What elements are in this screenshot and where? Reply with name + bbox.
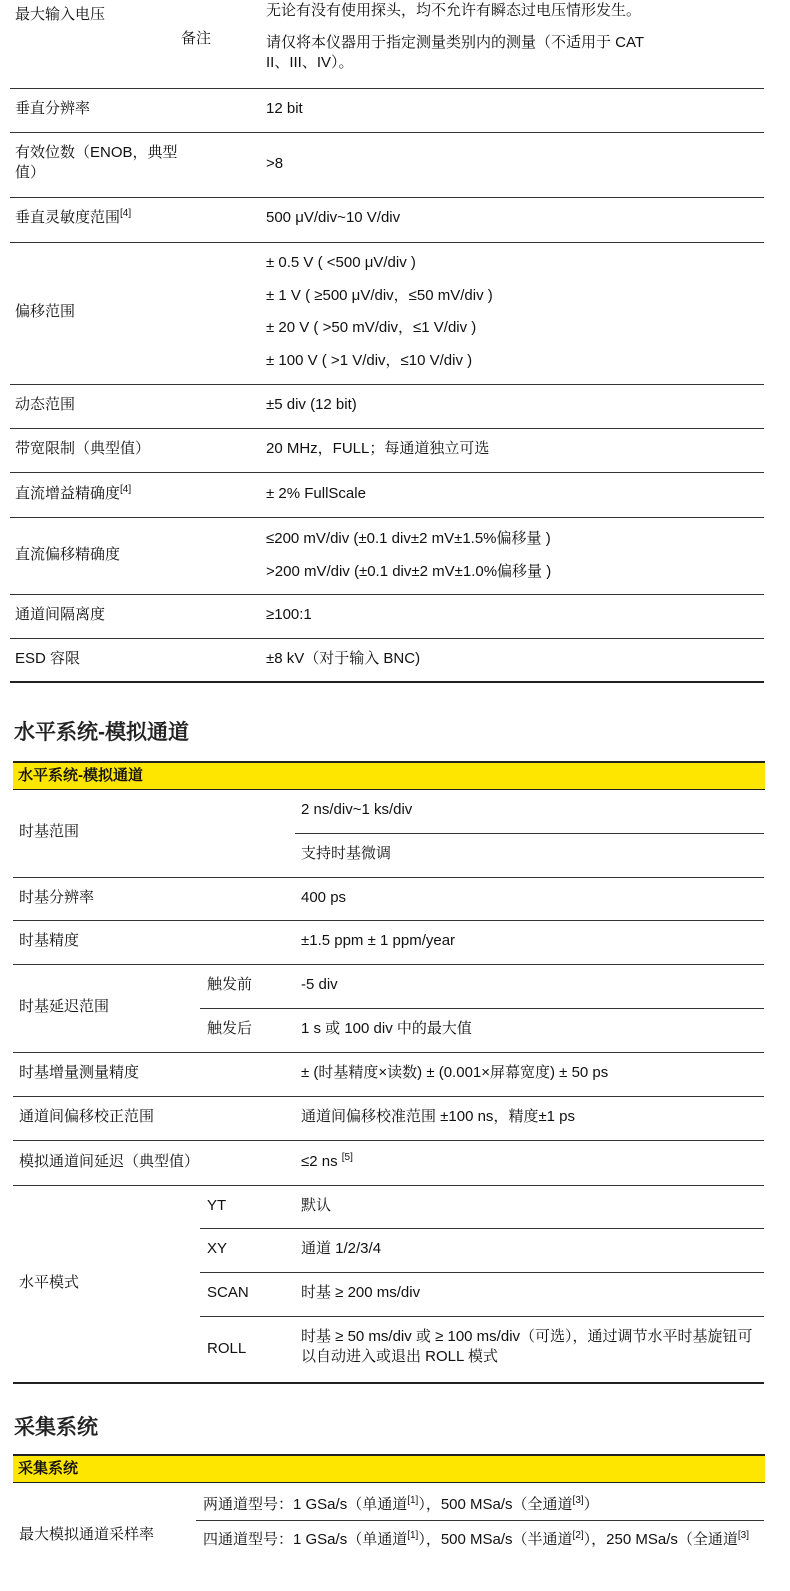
dc-offset-accuracy-value-1: ≤200 mV/div (±0.1 div±2 mV±1.5%偏移量 ) (266, 530, 551, 547)
row-divider (10, 594, 764, 595)
pre-trigger-value: -5 div (301, 976, 338, 993)
table-header-acquisition: 采集系统 (18, 1460, 79, 1477)
delta-time-accuracy-label: 时基增量测量精度 (19, 1064, 140, 1081)
two-channel-sample-rate (203, 1495, 599, 1515)
table-bottom-border (10, 681, 764, 683)
delta-time-accuracy-value: ± (时基精度×读数) ± (0.001×屏幕宽度) ± 50 ps (301, 1064, 609, 1081)
mode-xy-label: XY (207, 1240, 228, 1257)
deskew-range-value: 通道间偏移校准范围 ±100 ns，精度±1 ps (301, 1108, 576, 1125)
timebase-range-label: 时基范围 (19, 823, 80, 840)
enob-value: >8 (266, 155, 284, 172)
enob-label: 有效位数（ENOB，典型值） (15, 144, 178, 181)
dynamic-range-value: ±5 div (12 bit) (266, 396, 357, 413)
bandwidth-limit-label: 带宽限制（典型值） (15, 440, 151, 457)
mode-roll-label: ROLL (207, 1340, 247, 1357)
timebase-range-value-1: 2 ns/div~1 ks/div (301, 801, 413, 818)
row-divider (13, 964, 764, 965)
sub-row-divider (200, 1008, 764, 1009)
sub-row-divider (200, 1316, 764, 1317)
max-sample-rate-label: 最大模拟通道采样率 (19, 1526, 155, 1543)
table-header-band-horizontal (13, 761, 765, 790)
row-divider (10, 242, 764, 243)
vertical-resolution-value: 12 bit (266, 100, 303, 117)
channel-isolation-value: ≥100:1 (266, 606, 312, 623)
bandwidth-limit-value: 20 MHz，FULL；每通道独立可选 (266, 440, 490, 457)
row-divider (13, 1096, 764, 1097)
footnote-ref: [4] (120, 208, 132, 219)
post-trigger-value: 1 s 或 100 div 中的最大值 (301, 1020, 472, 1037)
row-divider (13, 920, 764, 921)
note-line-1: 无论有没有使用探头，均不允许有瞬态过电压情形发生。 (266, 2, 642, 19)
offset-range-value-2: ± 1 V ( ≥500 μV/div，≤50 mV/div ) (266, 287, 493, 304)
esd-tolerance-value: ±8 kV（对于输入 BNC) (266, 650, 421, 667)
sample-rate-text: 两通道型号：1 GSa/s（单通道 (203, 1496, 408, 1513)
post-trigger-label: 触发后 (207, 1020, 253, 1037)
sub-row-divider (196, 1520, 764, 1521)
sample-rate-text: ），500 MSa/s（全通道 (418, 1496, 573, 1513)
row-divider (10, 638, 764, 639)
deskew-range-label: 通道间偏移校正范围 (19, 1108, 155, 1125)
offset-range-value-3: ± 20 V ( >50 mV/div，≤1 V/div ) (266, 319, 477, 336)
sub-row-divider (200, 1272, 764, 1273)
row-divider (10, 197, 764, 198)
vertical-sensitivity-label (15, 208, 131, 228)
row-divider (13, 1185, 764, 1186)
row-divider (10, 132, 764, 133)
note-label: 备注 (181, 30, 212, 47)
timebase-accuracy-value: ±1.5 ppm ± 1 ppm/year (301, 932, 456, 949)
section-heading-acquisition: 采集系统 (14, 1416, 98, 1439)
max-input-voltage-label: 最大输入电压 (15, 6, 106, 23)
channel-delay-text: ≤2 ns (301, 1153, 342, 1170)
row-divider (13, 1052, 764, 1053)
dc-offset-accuracy-label: 直流偏移精确度 (15, 546, 121, 563)
footnote-ref: [3] (572, 1495, 584, 1506)
footnote-ref: [4] (120, 484, 132, 495)
channel-delay-value (301, 1152, 353, 1172)
table-header-band-acquisition (13, 1454, 765, 1483)
timebase-delay-label: 时基延迟范围 (19, 998, 110, 1015)
row-divider (10, 428, 764, 429)
dc-gain-accuracy-value: ± 2% FullScale (266, 485, 366, 502)
timebase-range-value-2: 支持时基微调 (301, 845, 392, 862)
row-divider (10, 88, 764, 89)
sample-rate-text: ），500 MSa/s（半通道 (418, 1531, 573, 1548)
mode-yt-value: 默认 (301, 1197, 332, 1214)
horizontal-mode-label: 水平模式 (19, 1274, 80, 1291)
sample-rate-text: 四通道型号：1 GSa/s（单通道 (203, 1531, 408, 1548)
timebase-resolution-label: 时基分辨率 (19, 889, 95, 906)
channel-delay-label: 模拟通道间延迟（典型值） (19, 1153, 200, 1170)
timebase-accuracy-label: 时基精度 (19, 932, 80, 949)
row-divider (10, 472, 764, 473)
sample-rate-text: ） (583, 1496, 599, 1513)
row-divider (10, 384, 764, 385)
four-channel-sample-rate (203, 1530, 763, 1550)
table-header-horizontal: 水平系统-模拟通道 (18, 767, 143, 784)
dc-offset-accuracy-value-2: >200 mV/div (±0.1 div±2 mV±1.0%偏移量 ) (266, 563, 552, 580)
esd-tolerance-label: ESD 容限 (15, 650, 81, 667)
footnote-ref: [3] (737, 1530, 750, 1541)
footnote-ref: [1] (407, 1530, 419, 1541)
footnote-ref: [5] (341, 1152, 353, 1163)
row-divider (13, 1140, 764, 1141)
offset-range-value-1: ± 0.5 V ( <500 μV/div ) (266, 254, 416, 271)
mode-scan-label: SCAN (207, 1284, 249, 1301)
sub-row-divider (200, 1228, 764, 1229)
vertical-resolution-label: 垂直分辨率 (15, 100, 91, 117)
dc-gain-accuracy-label (15, 484, 131, 504)
mode-yt-label: YT (207, 1197, 227, 1214)
offset-range-value-4: ± 100 V ( >1 V/div，≤10 V/div ) (266, 352, 473, 369)
footnote-ref: [2] (572, 1530, 584, 1541)
sub-row-divider (295, 833, 764, 834)
timebase-resolution-value: 400 ps (301, 889, 347, 906)
section-heading-horizontal: 水平系统-模拟通道 (14, 721, 189, 744)
vertical-sensitivity-text: 垂直灵敏度范围 (15, 209, 121, 226)
vertical-sensitivity-value: 500 μV/div~10 V/div (266, 209, 401, 226)
footnote-ref: [1] (407, 1495, 419, 1506)
sample-rate-text: ），250 MSa/s（全通道 (583, 1531, 738, 1548)
mode-roll-value: 时基 ≥ 50 ms/div 或 ≥ 100 ms/div（可选），通过调节水平时基旋钮可以自动进入或退出 ROLL 模式 (301, 1328, 753, 1365)
dc-gain-accuracy-text: 直流增益精确度 (15, 485, 121, 502)
note-line-2: 请仅将本仪器用于指定测量类别内的测量（不适用于 CAT II、III、IV）。 (266, 34, 644, 71)
mode-xy-value: 通道 1/2/3/4 (301, 1240, 382, 1257)
mode-scan-value: 时基 ≥ 200 ms/div (301, 1284, 421, 1301)
dynamic-range-label: 动态范围 (15, 396, 76, 413)
offset-range-label: 偏移范围 (15, 303, 76, 320)
row-divider (13, 877, 764, 878)
row-divider (10, 517, 764, 518)
channel-isolation-label: 通道间隔离度 (15, 606, 106, 623)
table-bottom-border (13, 1382, 764, 1384)
pre-trigger-label: 触发前 (207, 976, 253, 993)
